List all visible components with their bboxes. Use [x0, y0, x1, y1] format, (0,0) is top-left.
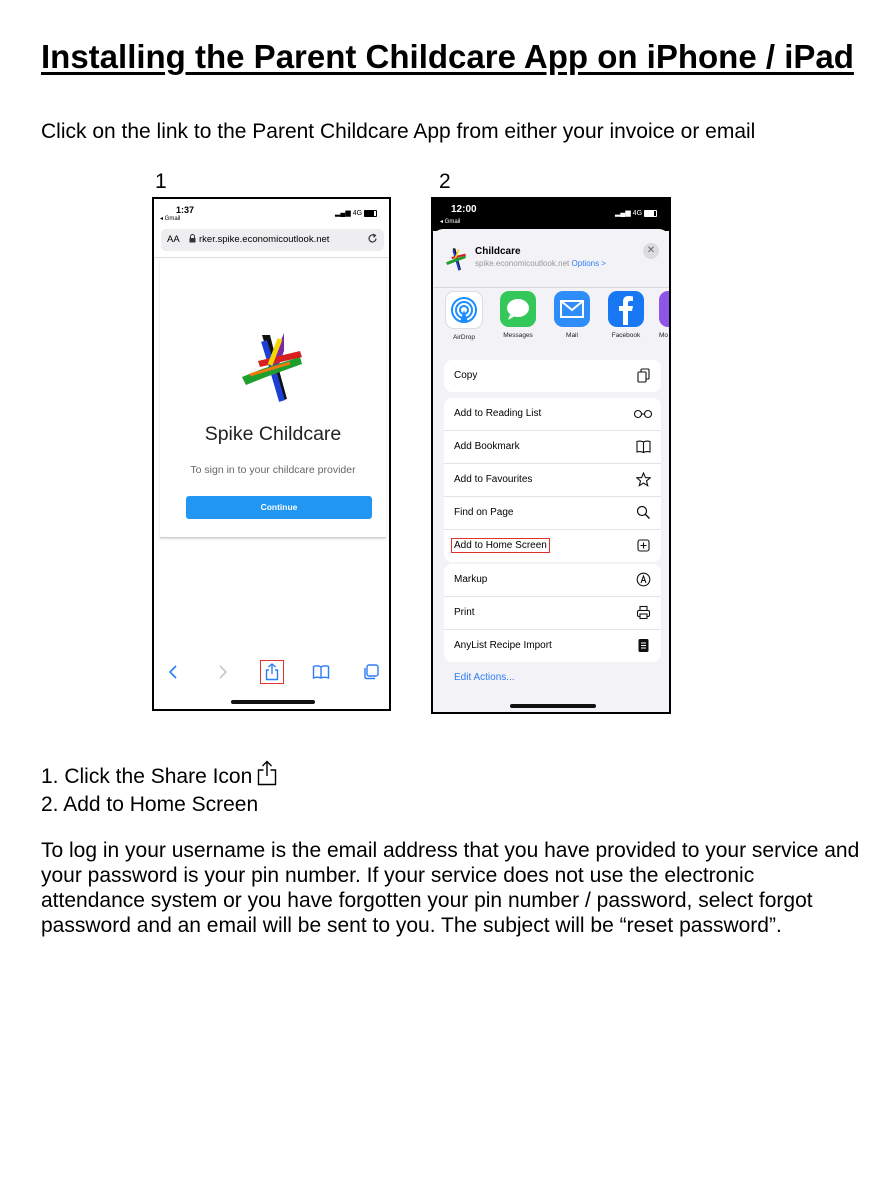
- edit-actions-link[interactable]: Edit Actions...: [454, 672, 515, 683]
- app-url: [475, 259, 606, 268]
- action-anylist-recipe-import[interactable]: [444, 630, 661, 662]
- page-title: Installing the Parent Childcare App on iPhone / iPad: [41, 38, 854, 75]
- safari-toolbar: [154, 654, 389, 694]
- app-label: AirDrop: [452, 334, 476, 341]
- signal-indicator: [615, 209, 657, 217]
- continue-button[interactable]: Continue: [186, 496, 372, 519]
- app-url-text: spike.economicoutlook.net: [475, 259, 570, 268]
- status-time: 12:00: [451, 204, 477, 215]
- instruction-steps: [41, 760, 278, 817]
- status-bar: [154, 199, 389, 227]
- action-label: Add to Home Screen: [454, 540, 547, 551]
- phone-screenshot-1: [152, 197, 391, 711]
- share-app-more[interactable]: [655, 291, 671, 339]
- signal-icon: ▂▄▆: [335, 210, 351, 217]
- battery-icon: [364, 210, 377, 217]
- sign-in-subtitle: To sign in to your childcare provider: [190, 464, 356, 476]
- app-label: Mail: [566, 332, 578, 339]
- tabs-icon[interactable]: [361, 662, 381, 682]
- reload-icon[interactable]: [367, 233, 378, 247]
- action-label: Print: [454, 607, 475, 618]
- network-label: 4G: [352, 210, 363, 217]
- forward-icon[interactable]: [212, 662, 232, 682]
- action-print[interactable]: [444, 597, 661, 630]
- share-app-mail[interactable]: [550, 291, 594, 339]
- action-label: Find on Page: [454, 507, 514, 518]
- messages-icon: [500, 291, 536, 327]
- list-icon: [636, 638, 651, 653]
- star-icon: [636, 472, 651, 487]
- bookmarks-icon[interactable]: [311, 662, 331, 682]
- close-icon[interactable]: ✕: [643, 243, 659, 259]
- step-2: 2. Add to Home Screen: [41, 793, 259, 816]
- action-label: Add to Reading List: [454, 408, 542, 419]
- app-label: Mo: [659, 332, 669, 339]
- mail-icon: [554, 291, 590, 327]
- action-add-to-favourites[interactable]: [444, 464, 661, 497]
- action-label: Add Bookmark: [454, 441, 520, 452]
- action-copy[interactable]: [444, 360, 661, 392]
- login-instructions: To log in your username is the email address that you have provided to your service and your password is your pin number. If your service does not use the electronic attendance system or you have forgotten your pin number / password, select forgot password and an email will be sent to you. The subject will be “reset password”.: [41, 839, 860, 937]
- status-time: 1:37: [176, 205, 195, 215]
- home-indicator: [231, 700, 315, 704]
- share-icon[interactable]: [262, 662, 282, 682]
- action-add-bookmark[interactable]: [444, 431, 661, 464]
- action-label: Copy: [454, 370, 478, 381]
- divider: [154, 257, 389, 258]
- spike-logo-icon: [445, 247, 469, 271]
- step-number-1: 1: [155, 170, 167, 193]
- brand-title: Spike Childcare: [204, 423, 342, 445]
- url-text[interactable]: rker.spike.economicoutlook.net: [199, 234, 330, 245]
- markup-icon: [636, 572, 651, 587]
- copy-icon: [636, 368, 651, 383]
- share-icon: [256, 760, 278, 792]
- intro-text: Click on the link to the Parent Childcare App from either your invoice or email: [41, 120, 756, 143]
- share-sheet-header: [445, 243, 659, 279]
- action-label: AnyList Recipe Import: [454, 640, 552, 651]
- action-group-copy: [444, 360, 661, 392]
- divider: [433, 287, 669, 288]
- back-icon[interactable]: [164, 662, 184, 682]
- action-find-on-page[interactable]: [444, 497, 661, 530]
- signal-indicator: [335, 209, 377, 217]
- add-square-icon: [636, 538, 651, 553]
- action-add-to-home-screen[interactable]: [444, 530, 661, 562]
- home-indicator: [510, 704, 596, 708]
- app-label: Facebook: [611, 332, 641, 339]
- action-group-browser: [444, 398, 661, 562]
- options-link[interactable]: Options >: [571, 259, 606, 268]
- action-markup[interactable]: [444, 564, 661, 597]
- share-sheet: [433, 229, 669, 714]
- reader-aa-button[interactable]: AA: [167, 234, 180, 245]
- more-app-icon: [659, 291, 671, 327]
- network-label: 4G: [632, 210, 643, 217]
- login-card: [160, 259, 386, 538]
- printer-icon: [636, 605, 651, 620]
- action-label: Markup: [454, 574, 488, 585]
- app-name: Childcare: [475, 246, 521, 257]
- step-1-text: 1. Click the Share Icon: [41, 765, 253, 788]
- facebook-icon: [608, 291, 644, 327]
- back-to-gmail-link[interactable]: ◂ Gmail: [440, 219, 461, 225]
- share-app-messages[interactable]: [496, 291, 540, 339]
- airdrop-icon: [445, 291, 483, 329]
- address-bar[interactable]: [161, 229, 384, 251]
- glasses-icon: [633, 406, 653, 421]
- action-add-to-reading-list[interactable]: [444, 398, 661, 431]
- signal-icon: ▂▄▆: [615, 210, 631, 217]
- battery-icon: [644, 210, 657, 217]
- step-1: [41, 760, 278, 792]
- search-icon: [636, 505, 651, 520]
- back-to-gmail-link[interactable]: ◂ Gmail: [160, 216, 181, 222]
- share-app-airdrop[interactable]: [442, 291, 486, 341]
- app-label: Messages: [503, 332, 533, 339]
- step-number-2: 2: [439, 170, 451, 193]
- action-group-other: [444, 564, 661, 662]
- action-label: Add to Favourites: [454, 474, 533, 485]
- lock-icon: [189, 234, 196, 246]
- phone-screenshot-2: [431, 197, 671, 714]
- share-app-facebook[interactable]: [604, 291, 648, 339]
- spike-logo-icon: [240, 331, 310, 403]
- book-icon: [636, 439, 651, 454]
- status-bar: [433, 199, 669, 231]
